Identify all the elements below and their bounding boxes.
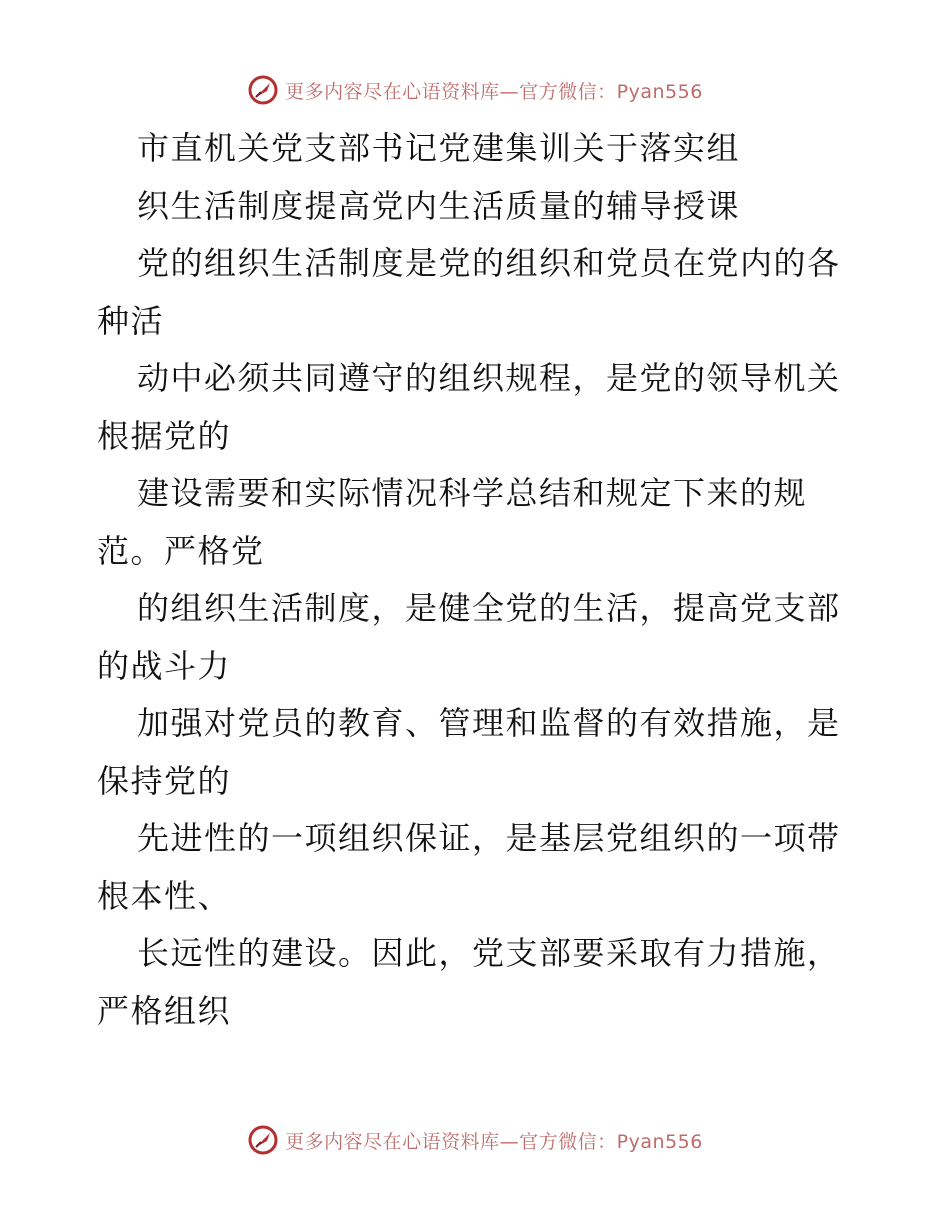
document-body: [97, 120, 857, 1040]
paragraph-line: 加强对党员的教育、管理和监督的有效措施，是: [137, 704, 841, 742]
paragraph-line: 建设需要和实际情况科学总结和规定下来的规: [137, 474, 808, 512]
paragraph-line: 党的组织生活制度是党的组织和党员在党内的各: [137, 244, 841, 282]
paragraph-line: 根据党的: [97, 416, 232, 455]
paragraph-line: 的战斗力: [97, 646, 232, 685]
title-line-2: 织生活制度提高党内生活质量的辅导授课: [137, 186, 741, 225]
paragraph-line: 的组织生活制度，是健全党的生活，提高党支部: [137, 589, 841, 627]
header-watermark: [0, 70, 950, 110]
watermark-text: 更多内容尽在心语资料库—官方微信：Pyan556: [285, 80, 703, 103]
watermark-text: 更多内容尽在心语资料库—官方微信：Pyan556: [285, 1130, 703, 1153]
paragraph-line: 范。严格党: [97, 531, 265, 570]
footer-watermark: [0, 1120, 950, 1160]
title-line-1: 市直机关党支部书记党建集训关于落实组: [137, 129, 741, 167]
paragraph-line: 长远性的建设。因此，党支部要采取有力措施，: [137, 934, 841, 972]
paragraph-line: 先进性的一项组织保证，是基层党组织的一项带: [137, 819, 841, 857]
paragraph-line: 种活: [97, 301, 165, 340]
paragraph-line: 严格组织: [97, 991, 232, 1030]
paragraph-line: 保持党的: [97, 761, 232, 800]
paragraph-line: 动中必须共同遵守的组织规程，是党的领导机关: [137, 359, 841, 397]
quill-logo-icon: [247, 74, 279, 106]
quill-logo-icon: [247, 1124, 279, 1156]
paragraph-line: 根本性、: [97, 876, 232, 915]
